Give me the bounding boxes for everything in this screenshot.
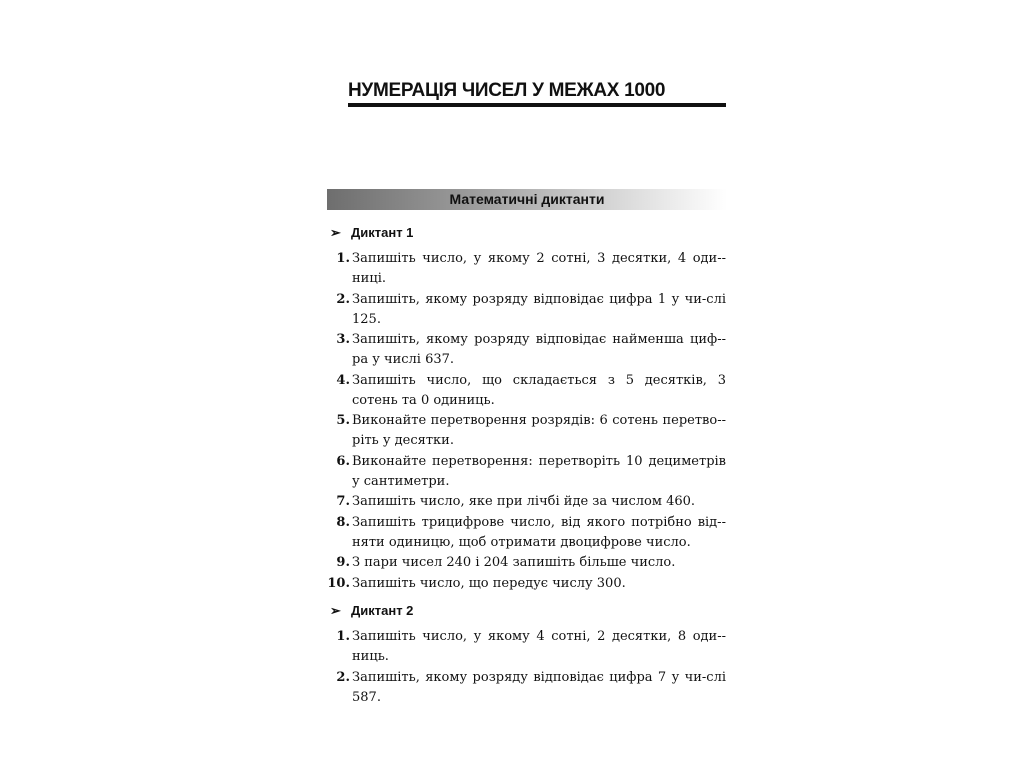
page-title: НУМЕРАЦІЯ ЧИСЕЛ У МЕЖАХ 1000 [348,80,666,101]
item-number: 1. [336,629,350,644]
item-number: 4. [336,372,350,388]
list-item [326,249,726,289]
dictation-list-2 [326,627,726,708]
item-number: 7. [336,494,350,509]
dictation-heading-2 [330,603,413,619]
list-item [326,513,726,553]
item-number: 5. [336,413,350,428]
item-text: Запишіть число, що передує числу 300. [352,575,626,591]
item-text: Запишіть число, яке при лічбі йде за числом 460. [352,494,696,509]
item-text: Запишіть, якому розряду відповідає найменша циф-ра у числі 637. [352,332,726,367]
list-item [326,627,726,667]
dictation-list-1 [326,249,726,594]
title-underline [348,103,726,107]
item-text: Запишіть трицифрове число, від якого потрібно від-няти одиницю, щоб отримати двоцифрове число. [352,514,726,550]
item-number: 6. [336,453,350,469]
section-title: Математичні диктанти [449,191,605,207]
item-text: Запишіть число, у якому 2 сотні, 3 десятки, 4 оди-ниці. [352,251,726,286]
item-text: Запишіть, якому розряду відповідає цифра 1 у чи-слі 125. [352,291,726,327]
item-number: 8. [336,514,350,530]
item-number: 3. [336,332,350,347]
item-text: Запишіть число, у якому 4 сотні, 2 десятки, 8 оди-ниць. [352,629,726,664]
item-text: Виконайте перетворення розрядів: 6 сотень перетво-ріть у десятки. [352,413,726,448]
dictation-heading-label: Диктант 1 [351,225,414,240]
list-item [326,553,726,573]
item-text: Виконайте перетворення: перетворіть 10 дециметрів у сантиметри. [352,453,726,489]
list-item [326,330,726,370]
list-item [326,371,726,411]
list-item [326,668,726,708]
item-number: 10. [327,575,350,591]
list-item [326,411,726,451]
item-text: Запишіть число, що складається з 5 десятків, 3 сотень та 0 одиниць. [352,372,726,408]
list-item [326,574,726,594]
arrow-bullet-icon: ➢ [330,225,341,240]
dictation-heading-1 [330,225,413,241]
item-number: 1. [336,251,350,266]
dictation-heading-label: Диктант 2 [351,603,414,618]
list-item [326,290,726,330]
item-number: 2. [336,291,350,307]
item-number: 9. [336,555,350,570]
item-text: Запишіть, якому розряду відповідає цифра 7 у чи-слі 587. [352,669,726,705]
list-item [326,452,726,492]
list-item [326,492,726,512]
item-text: З пари чисел 240 і 204 запишіть більше число. [352,555,676,570]
item-number: 2. [336,669,350,685]
arrow-bullet-icon: ➢ [330,603,341,618]
